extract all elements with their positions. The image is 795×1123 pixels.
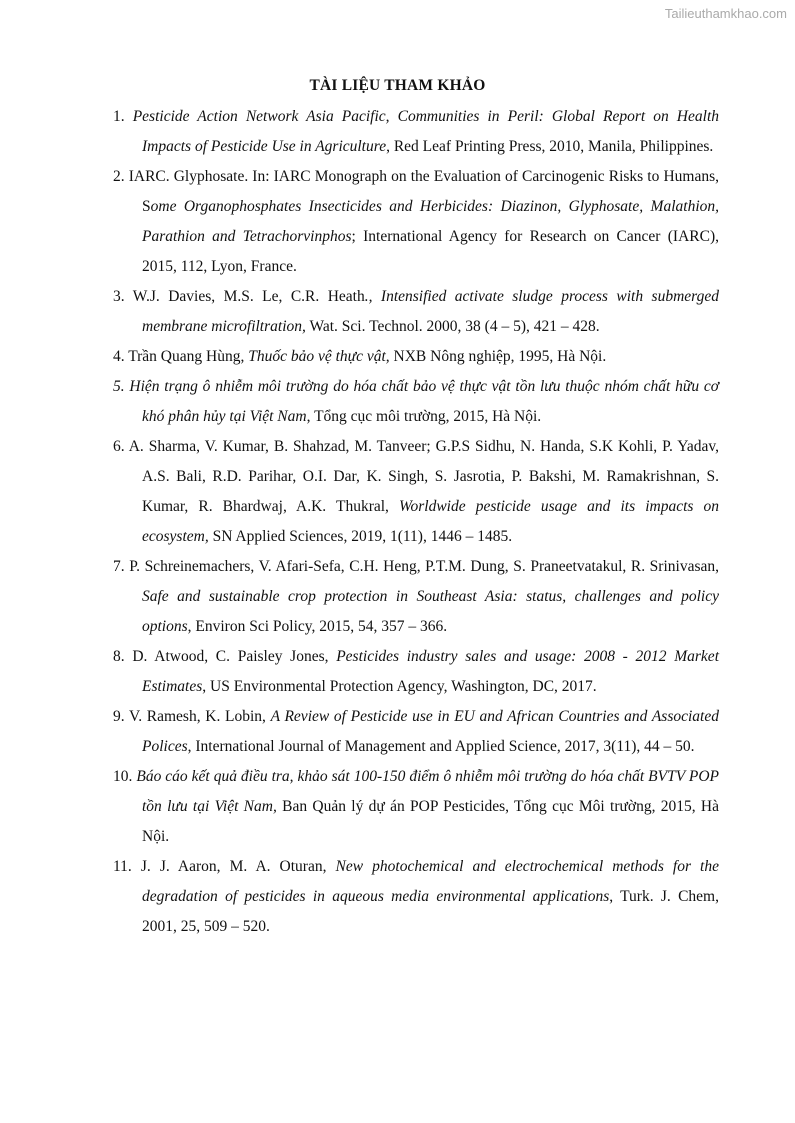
reference-item xyxy=(113,702,719,762)
reference-item xyxy=(113,552,719,642)
reference-item xyxy=(113,852,719,942)
page-title: TÀI LIỆU THAM KHẢO xyxy=(309,77,486,94)
reference-title: Hiện trạng ô nhiễm môi trường do hóa chất bảo vệ thực vật tồn lưu thuộc nhóm chất hữu cơ khó phân hủy tại Việt Nam xyxy=(129,378,720,425)
reference-number: 4. xyxy=(113,348,125,365)
reference-number: 7. xyxy=(113,558,125,575)
reference-item xyxy=(113,342,719,372)
reference-title: New photochemical and electrochemical methods for the degradation of pesticides in aqueous media environmental applications xyxy=(142,858,719,905)
reference-text: , Environ Sci Policy, 2015, 54, 357 – 366. xyxy=(187,618,448,635)
reference-title: Safe and sustainable crop protection in Southeast Asia: status, challenges and policy options xyxy=(142,588,719,635)
reference-number: 3. xyxy=(113,288,125,305)
reference-text: , Turk. J. Chem, 2001, 25, 509 – 520. xyxy=(142,888,719,935)
reference-text: W.J. Davies, M.S. Le, C.R. Heath xyxy=(124,288,365,305)
reference-title: Pesticides industry sales and usage: 2008 - 2012 Market Estimates xyxy=(142,648,719,695)
reference-title: Worldwide pesticide usage and its impacts on ecosystem, xyxy=(142,498,719,545)
reference-number: 9. xyxy=(113,708,125,725)
reference-title: A Review of Pesticide use in EU and African Countries and Associated Polices xyxy=(142,708,719,755)
reference-item xyxy=(113,642,719,702)
reference-list xyxy=(113,102,719,942)
reference-item xyxy=(113,372,719,432)
reference-number: 1. xyxy=(113,108,125,125)
reference-text xyxy=(125,108,133,125)
reference-title: Pesticide Action Network Asia Pacific, Communities in Peril: Global Report on Health Impacts of Pesticide Use in Agriculture xyxy=(132,108,719,155)
reference-item xyxy=(113,282,719,342)
reference-text: J. J. Aaron, M. A. Oturan, xyxy=(131,858,336,875)
reference-title: Thuốc bảo vệ thực vật, xyxy=(248,348,390,365)
reference-text: A. Sharma, V. Kumar, B. Shahzad, M. Tanveer; G.P.S Sidhu, N. Handa, S.K Kohli, P. Yadav, A.S. Bali, R.D. Parihar, O.I. Dar, K. Singh, S. Jasrotia, P. Bakshi, M. Ramakrishnan, S. Kumar, R. Bhardwaj, A.K. Thukral, xyxy=(124,438,719,515)
reference-text: , Red Leaf Printing Press, 2010, Manila, Philippines. xyxy=(386,138,714,155)
reference-title: ., Intensified activate sludge process with submerged membrane microfiltration, xyxy=(142,288,719,335)
reference-title: Báo cáo kết quả điều tra, khảo sát 100-150 điểm ô nhiễm môi trường do hóa chất BVTV POP tồn lưu tại Việt Nam, xyxy=(136,768,720,815)
reference-text: P. Schreinemachers, V. Afari-Sefa, C.H. Heng, P.T.M. Dung, S. Praneetvatakul, R. Srinivasan, xyxy=(124,558,719,575)
reference-text: ; International Agency for Research on Cancer (IARC), 2015, 112, Lyon, France. xyxy=(142,228,719,275)
reference-text: Ban Quản lý dự án POP Pesticides, Tổng cục Môi trường, 2015, Hà Nội. xyxy=(142,798,719,845)
reference-text: D. Atwood, C. Paisley Jones, xyxy=(124,648,337,665)
reference-text: , International Journal of Management and Applied Science, 2017, 3(11), 44 – 50. xyxy=(187,738,695,755)
reference-number: 11. xyxy=(113,858,132,875)
reference-text: NXB Nông nghiệp, 1995, Hà Nội. xyxy=(389,348,607,365)
reference-number: 2. xyxy=(113,168,125,185)
reference-text: , US Environmental Protection Agency, Washington, DC, 2017. xyxy=(202,678,597,695)
reference-text: Wat. Sci. Technol. 2000, 38 (4 – 5), 421 – 428. xyxy=(305,318,600,335)
reference-text: IARC. Glyphosate. In: IARC Monograph on the Evaluation of Carcinogenic Risks to Humans, S xyxy=(124,168,719,215)
reference-title: ome Organophosphates Insecticides and Herbicides: Diazinon, Glyphosate, Malathion, Parathion and Tetrachorvinphos xyxy=(142,198,719,245)
reference-item xyxy=(113,762,719,852)
reference-number: 5. xyxy=(113,378,125,395)
reference-item xyxy=(113,432,719,552)
reference-number: 6. xyxy=(113,438,125,455)
reference-text: V. Ramesh, K. Lobin, xyxy=(124,708,271,725)
reference-item xyxy=(113,162,719,282)
reference-number: 8. xyxy=(113,648,125,665)
reference-item xyxy=(113,102,719,162)
reference-text: Trần Quang Hùng, xyxy=(124,348,249,365)
watermark: Tailieuthamkhao.com xyxy=(664,6,787,21)
reference-number: 10. xyxy=(113,768,133,785)
reference-text: SN Applied Sciences, 2019, 1(11), 1446 – 1485. xyxy=(208,528,513,545)
reference-text: , Tổng cục môi trường, 2015, Hà Nội. xyxy=(306,408,542,425)
